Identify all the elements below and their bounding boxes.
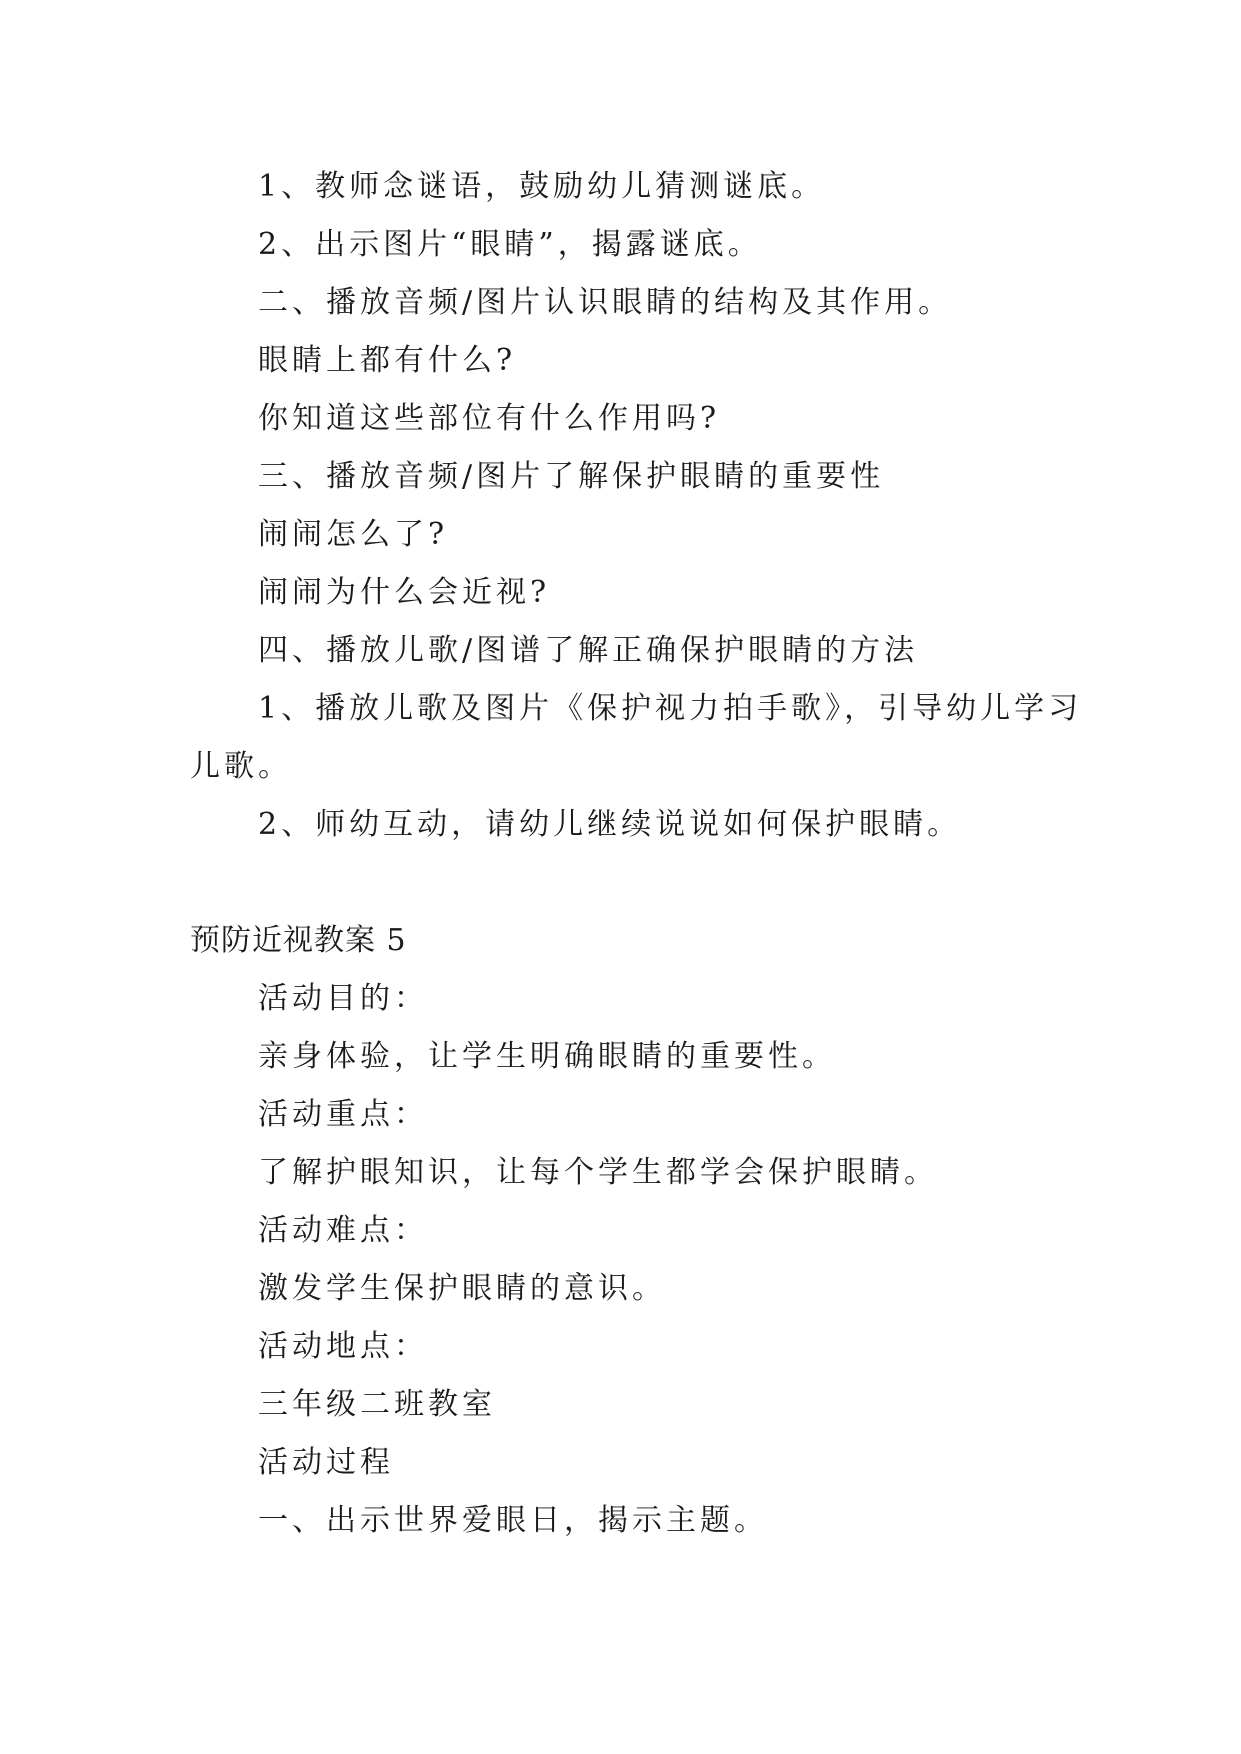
label: 活动目的：	[258, 981, 428, 1016]
paragraph: 一、出示世界爱眼日，揭示主题。	[258, 1503, 768, 1538]
paragraph-continuation: 儿歌。	[190, 749, 292, 784]
label: 活动过程	[258, 1445, 394, 1480]
question: 闹闹为什么会近视?	[258, 575, 551, 610]
label: 活动地点：	[258, 1329, 428, 1364]
heading-step-two: 二、播放音频/图片认识眼睛的结构及其作用。	[258, 285, 953, 320]
label: 活动重点：	[258, 1097, 428, 1132]
paragraph: 亲身体验，让学生明确眼睛的重要性。	[258, 1039, 836, 1074]
heading-step-four: 四、播放儿歌/图谱了解正确保护眼睛的方法	[258, 633, 919, 668]
paragraph: 1、播放儿歌及图片《保护视力拍手歌》，引导幼儿学习	[258, 691, 1083, 726]
paragraph: 三年级二班教室	[258, 1387, 496, 1422]
paragraph: 激发学生保护眼睛的意识。	[258, 1271, 666, 1306]
question: 眼睛上都有什么?	[258, 343, 517, 378]
paragraph: 2、出示图片“眼睛”，揭露谜底。	[258, 227, 762, 262]
label: 活动难点：	[258, 1213, 428, 1248]
paragraph: 2、师幼互动，请幼儿继续说说如何保护眼睛。	[258, 807, 962, 842]
section-title: 预防近视教案 5	[190, 923, 407, 958]
question: 你知道这些部位有什么作用吗?	[258, 401, 721, 436]
paragraph: 1、教师念谜语，鼓励幼儿猜测谜底。	[258, 169, 826, 204]
heading-step-three: 三、播放音频/图片了解保护眼睛的重要性	[258, 459, 885, 494]
question: 闹闹怎么了?	[258, 517, 449, 552]
paragraph: 了解护眼知识，让每个学生都学会保护眼睛。	[258, 1155, 938, 1190]
